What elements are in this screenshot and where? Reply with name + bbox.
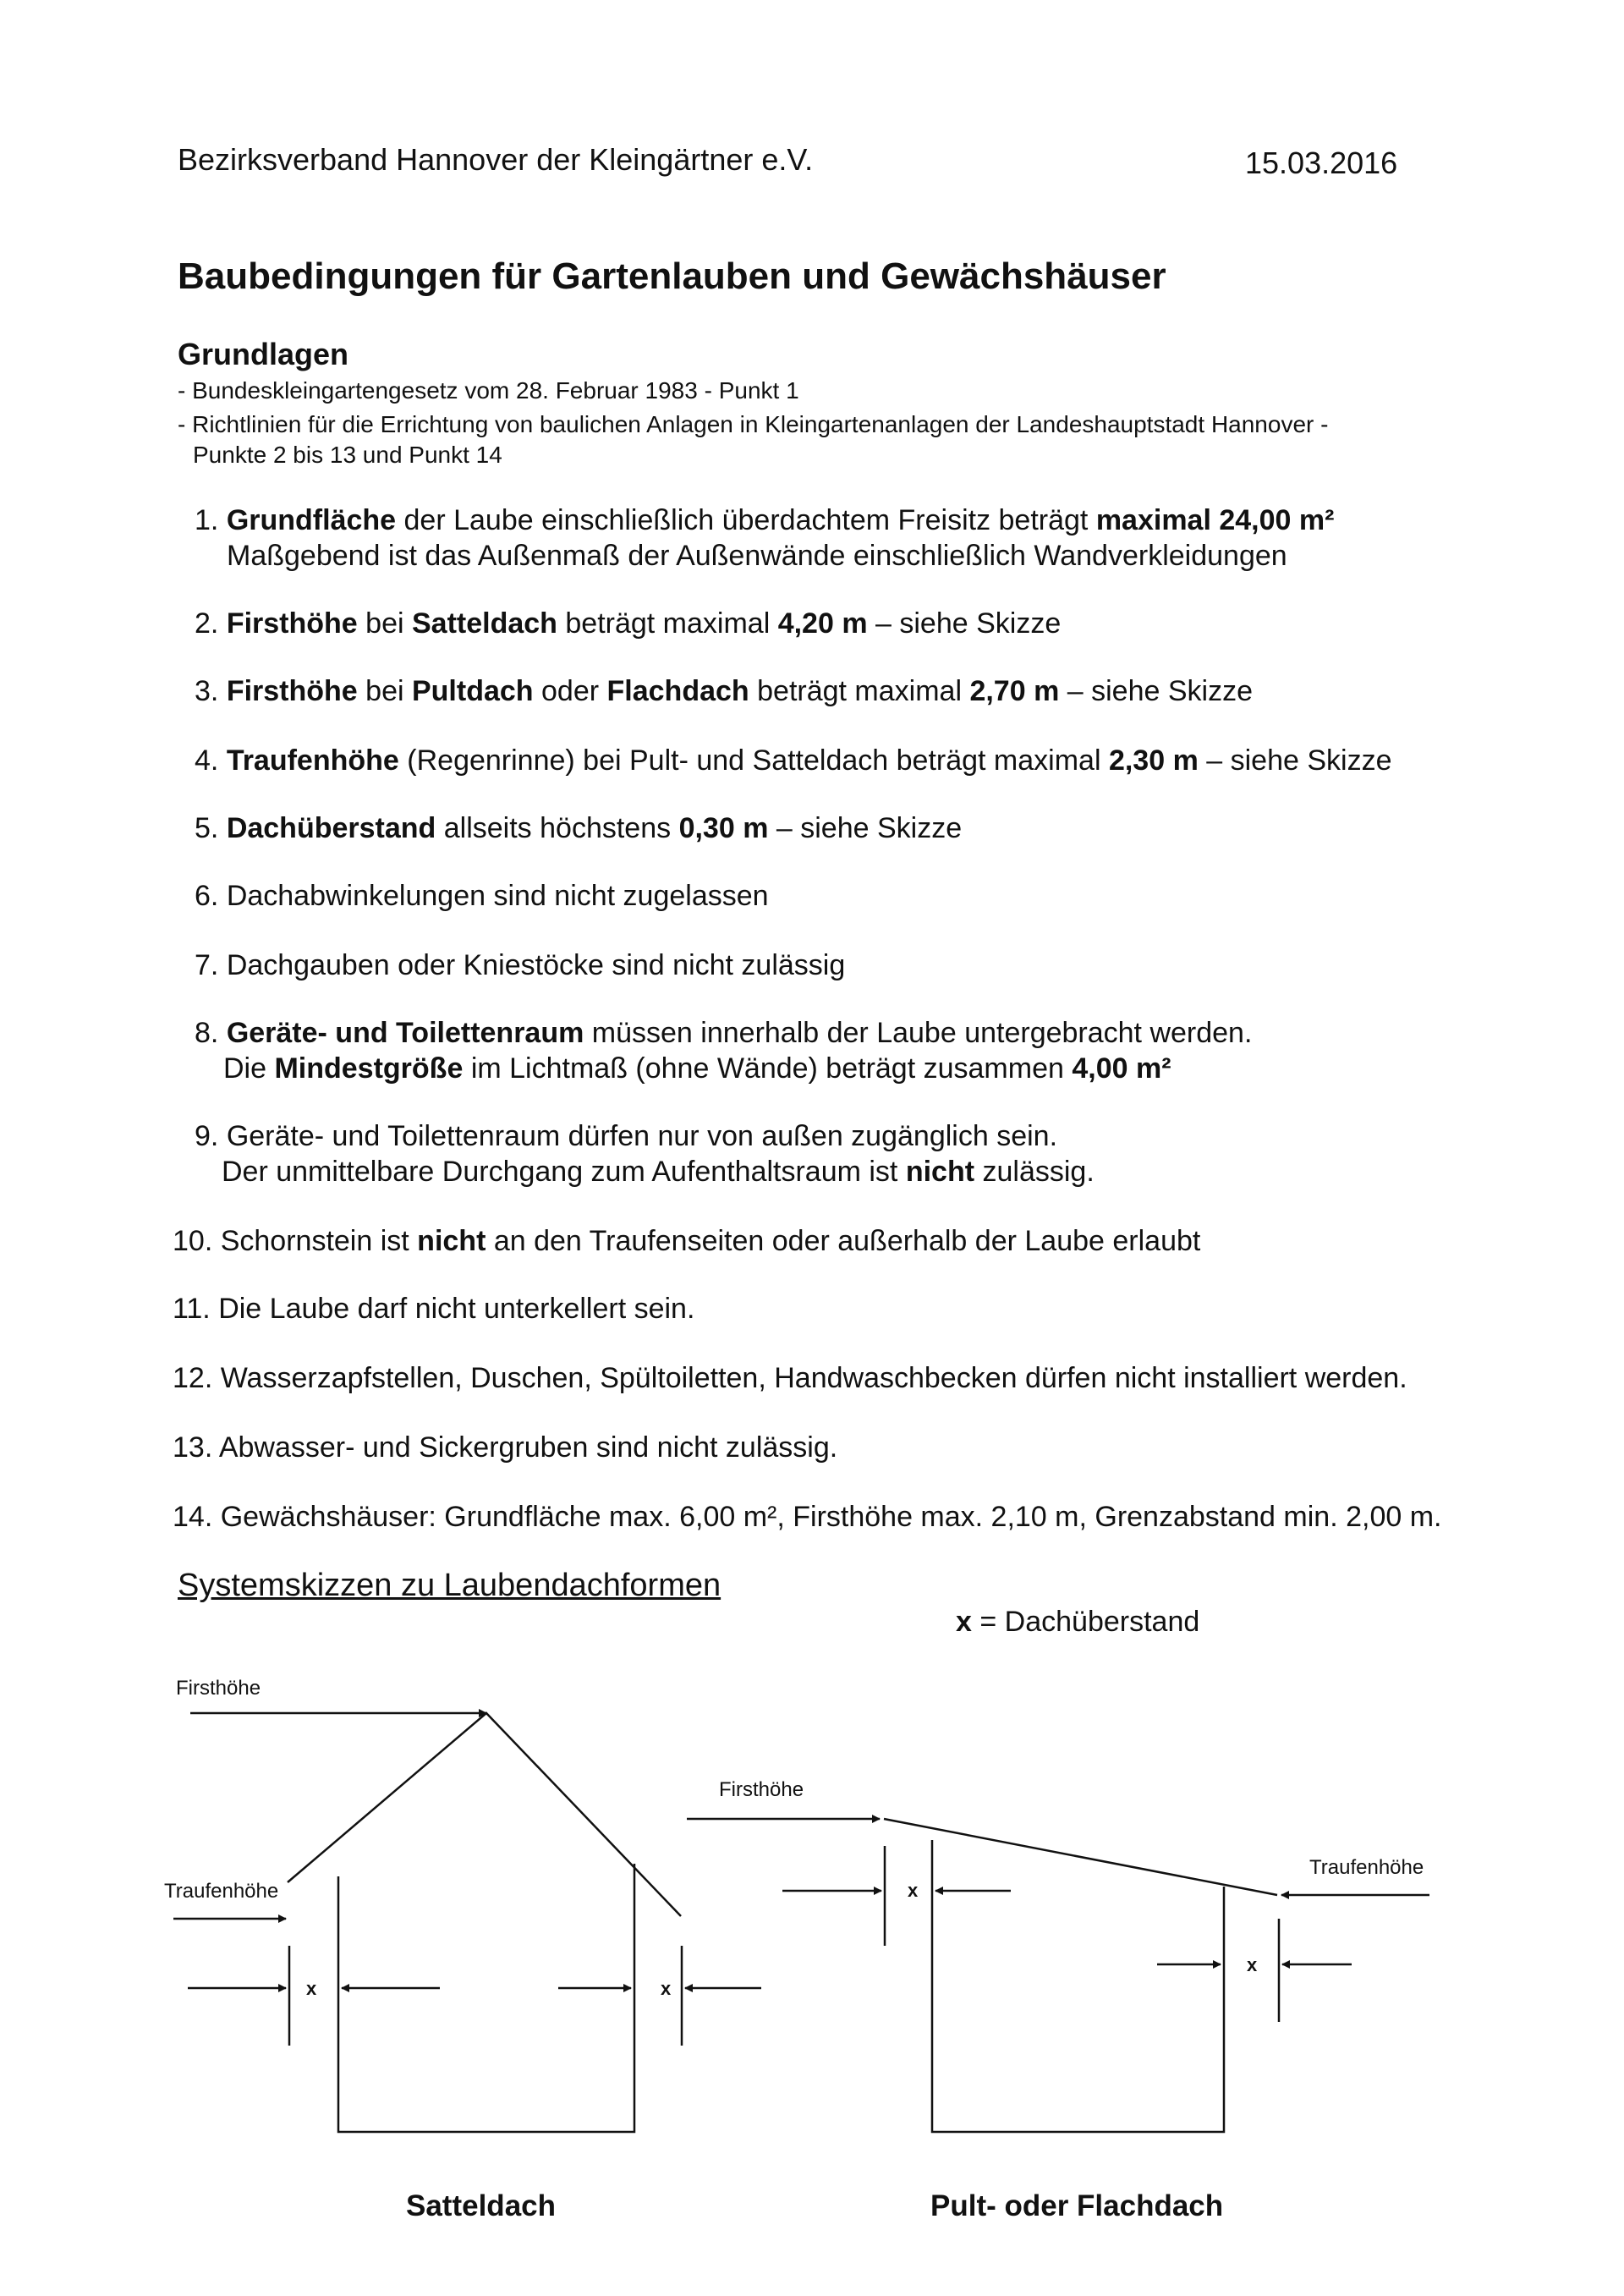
traufenhoehe-label: Traufenhöhe	[1309, 1856, 1424, 1879]
item-bold: Traufenhöhe	[226, 744, 399, 777]
item-text: Geräte- und Toilettenraum dürfen nur von außen zugänglich sein.	[226, 1120, 1058, 1152]
item-bold: nicht	[417, 1225, 486, 1257]
grundlagen-line: Punkte 2 bis 13 und Punkt 14	[193, 442, 502, 468]
grundlagen-line: - Richtlinien für die Errichtung von baulichen Anlagen in Kleingartenanlagen der Landeshauptstadt Hannover -	[178, 411, 1329, 437]
item-bold: Satteldach	[411, 607, 557, 640]
grundlagen-line: - Bundeskleingartengesetz vom 28. Februar 1983 - Punkt 1	[178, 377, 799, 404]
item-bold: Pultdach	[411, 675, 534, 707]
item-text: Schornstein ist	[220, 1225, 418, 1257]
item-text: oder	[533, 675, 607, 707]
item-number: 3.	[195, 675, 219, 707]
item-bold: 4,20 m	[777, 607, 868, 640]
item-number: 1.	[195, 504, 219, 536]
firsthoehe-label: Firsthöhe	[719, 1778, 804, 1801]
item-number: 9.	[195, 1120, 219, 1152]
house-walls	[932, 1840, 1224, 2132]
overhang-x-label: x	[306, 1978, 317, 1999]
overhang-x-label: x	[661, 1978, 672, 1999]
item-number: 4.	[195, 744, 219, 777]
organization-name: Bezirksverband Hannover der Kleingärtner e.V.	[178, 142, 814, 177]
item-number: 11.	[173, 1293, 211, 1325]
item-bold: Flachdach	[606, 675, 749, 707]
item-number: 7.	[195, 949, 219, 981]
legend-symbol: x	[956, 1606, 972, 1638]
item-bold: nicht	[905, 1156, 975, 1188]
item-text: Die Laube darf nicht unterkellert sein.	[218, 1293, 695, 1325]
list-item-line2: Maßgebend ist das Außenmaß der Außenwände einschließlich Wandverkleidungen	[227, 540, 1287, 572]
item-text: (Regenrinne) bei Pult- und Satteldach beträgt maximal	[398, 744, 1109, 777]
item-text: bei	[357, 675, 412, 707]
item-bold: 2,30 m	[1108, 744, 1199, 777]
sketch-section-heading: Systemskizzen zu Laubendachformen	[178, 1568, 721, 1603]
mono-pitch-roof	[884, 1819, 1277, 1895]
item-text: Dachgauben oder Kniestöcke sind nicht zulässig	[226, 949, 846, 981]
item-number: 6.	[195, 880, 219, 912]
satteldach-drawing	[173, 1713, 761, 2132]
item-bold: Dachüberstand	[226, 812, 436, 844]
item-text: Der unmittelbare Durchgang zum Aufenthaltsraum ist	[222, 1156, 906, 1188]
item-bold: Mindestgröße	[274, 1052, 464, 1085]
gable-roof	[288, 1713, 681, 1916]
item-text: – siehe Skizze	[867, 607, 1062, 640]
item-text: Dachabwinkelungen sind nicht zugelassen	[226, 880, 769, 912]
item-bold: Geräte- und Toilettenraum	[226, 1017, 584, 1049]
item-bold: Firsthöhe	[226, 675, 358, 707]
item-text: – siehe Skizze	[1198, 744, 1392, 777]
item-bold: 4,00 m²	[1072, 1052, 1171, 1085]
item-bold: 0,30 m	[678, 812, 769, 844]
item-number: 5.	[195, 812, 219, 844]
legend-text: = Dachüberstand	[979, 1606, 1200, 1638]
item-text: müssen innerhalb der Laube untergebracht werden.	[584, 1017, 1253, 1049]
firsthoehe-label: Firsthöhe	[176, 1677, 261, 1700]
page-title: Baubedingungen für Gartenlauben und Gewächshäuser	[178, 255, 1166, 297]
overhang-x-label: x	[908, 1880, 919, 1901]
item-bold: maximal 24,00 m²	[1095, 504, 1335, 536]
item-text: – siehe Skizze	[1059, 675, 1253, 707]
item-text: Gewächshäuser: Grundfläche max. 6,00 m², Firsthöhe max. 2,10 m, Grenzabstand min. 2,00 m.	[220, 1501, 1442, 1533]
grundlagen-heading: Grundlagen	[178, 337, 349, 371]
item-number: 2.	[195, 607, 219, 640]
house-walls	[338, 1864, 634, 2132]
overhang-x-label: x	[1247, 1954, 1258, 1975]
item-bold: Grundfläche	[226, 504, 397, 536]
item-bold: 2,70 m	[969, 675, 1060, 707]
item-text: im Lichtmaß (ohne Wände) beträgt zusammen	[463, 1052, 1073, 1085]
caption-pultdach: Pult- oder Flachdach	[930, 2189, 1224, 2222]
document-date: 15.03.2016	[1245, 146, 1398, 180]
item-text: Abwasser- und Sickergruben sind nicht zulässig.	[218, 1431, 838, 1464]
item-number: 13.	[173, 1431, 213, 1464]
item-text: allseits höchstens	[436, 812, 679, 844]
item-text: – siehe Skizze	[768, 812, 963, 844]
item-number: 14.	[173, 1501, 213, 1533]
item-text: zulässig.	[974, 1156, 1095, 1188]
item-text: der Laube einschließlich überdachtem Freisitz beträgt	[396, 504, 1096, 536]
item-text: beträgt maximal	[557, 607, 778, 640]
item-number: 12.	[173, 1362, 213, 1394]
item-text: an den Traufenseiten oder außerhalb der Laube erlaubt	[486, 1225, 1201, 1257]
item-text: Die	[223, 1052, 275, 1085]
caption-satteldach: Satteldach	[406, 2189, 556, 2222]
item-text: Wasserzapfstellen, Duschen, Spültoiletten, Handwaschbecken dürfen nicht installiert werden.	[220, 1362, 1407, 1394]
traufenhoehe-label: Traufenhöhe	[164, 1880, 279, 1903]
item-number: 8.	[195, 1017, 219, 1049]
item-text: beträgt maximal	[749, 675, 970, 707]
item-bold: Firsthöhe	[226, 607, 358, 640]
item-number: 10.	[173, 1225, 213, 1257]
item-text: bei	[357, 607, 412, 640]
